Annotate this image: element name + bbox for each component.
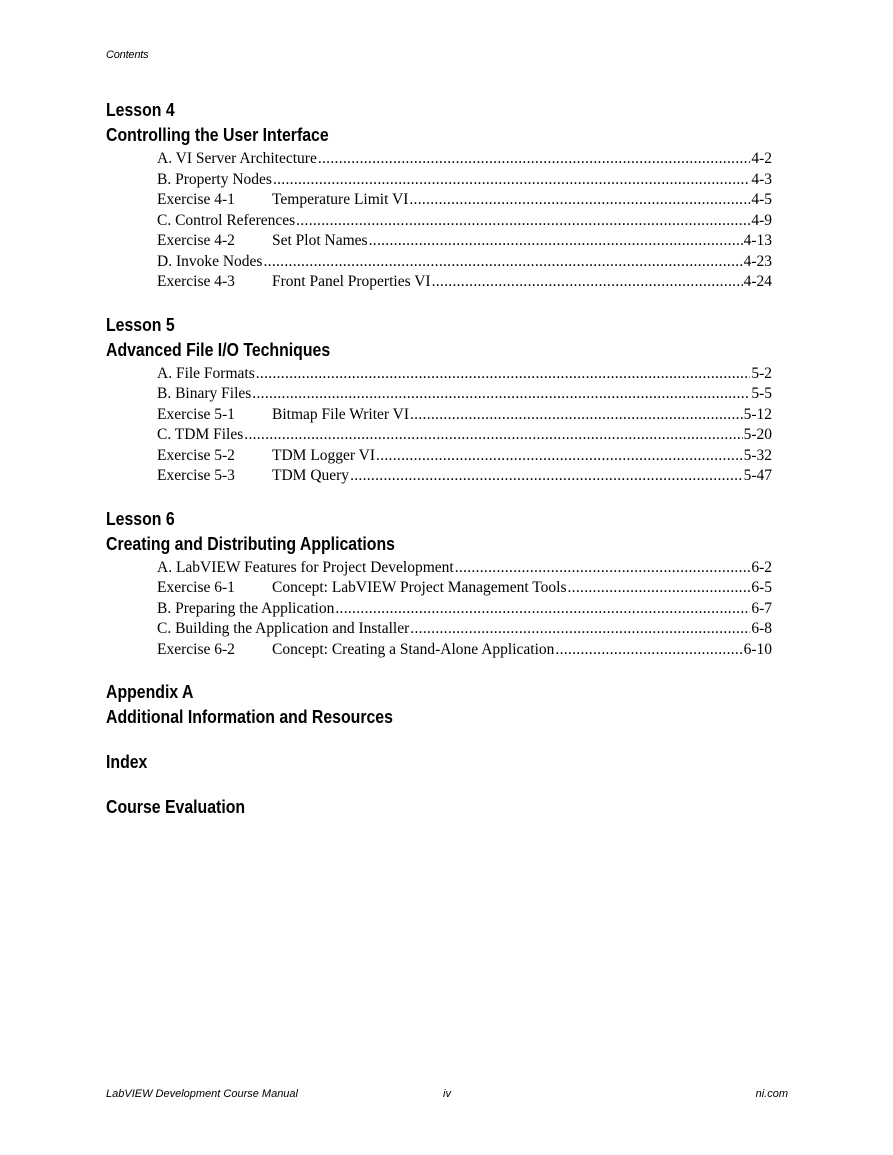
running-head: Contents <box>106 49 149 61</box>
entry-page: 6-8 <box>751 620 772 637</box>
entry-label: C. Control References <box>157 211 296 229</box>
entry-page: 5-2 <box>751 364 772 382</box>
lesson-5-section <box>106 313 786 487</box>
dot-leader <box>256 364 751 385</box>
entry-label-group <box>157 466 349 487</box>
entry-label: Concept: LabVIEW Project Management Tools <box>272 579 567 596</box>
footer-manual-title: LabVIEW Development Course Manual <box>106 1088 298 1100</box>
entry-label: A. File Formats <box>157 364 255 382</box>
evaluation-section <box>106 795 786 820</box>
toc-exercise-entry[interactable] <box>157 231 772 252</box>
dot-leader <box>244 425 742 446</box>
toc-entry[interactable] <box>157 252 772 273</box>
appendix-title: Additional Information and Resources <box>106 707 393 727</box>
lesson-title: Controlling the User Interface <box>106 125 329 145</box>
dot-leader <box>409 190 750 211</box>
toc-entry[interactable] <box>157 619 772 640</box>
toc-exercise-entry[interactable] <box>157 640 772 661</box>
entry-label: B. Preparing the Application <box>157 599 335 617</box>
toc-exercise-entry[interactable] <box>157 272 772 293</box>
dot-leader <box>376 446 743 467</box>
entry-label: A. VI Server Architecture <box>157 150 317 167</box>
entry-page: 6-5 <box>751 579 772 596</box>
appendix-number: Appendix A <box>106 682 194 702</box>
footer-page-number: iv <box>443 1088 451 1100</box>
entry-label-group <box>157 446 375 467</box>
dot-leader <box>318 149 751 170</box>
entry-label-group <box>157 640 554 661</box>
entry-page: 4-3 <box>751 170 772 188</box>
entry-page: 4-23 <box>743 252 772 270</box>
toc-entry[interactable] <box>157 425 772 446</box>
entry-label: TDM Logger VI <box>272 446 376 464</box>
entry-label: B. Binary Files <box>157 385 252 402</box>
toc-entry[interactable] <box>157 149 772 170</box>
lesson-5-entries <box>157 364 772 487</box>
exercise-number: Exercise 6-2 <box>157 640 235 658</box>
lesson-4-section <box>106 98 786 293</box>
entry-page: 4-2 <box>751 150 772 167</box>
table-of-contents <box>106 98 786 840</box>
entry-label: Front Panel Properties VI <box>272 273 431 290</box>
lesson-6-entries <box>157 558 772 661</box>
entry-page: 6-2 <box>751 558 772 576</box>
dot-leader <box>335 599 750 620</box>
exercise-number: Exercise 4-2 <box>157 232 235 249</box>
dot-leader <box>555 640 742 661</box>
course-evaluation-heading[interactable]: Course Evaluation <box>106 797 246 817</box>
toc-entry[interactable] <box>157 364 772 385</box>
entry-label: Bitmap File Writer VI <box>272 405 409 423</box>
toc-exercise-entry[interactable] <box>157 446 772 467</box>
dot-leader <box>350 466 743 487</box>
appendix-section <box>106 680 786 730</box>
dot-leader <box>410 619 750 640</box>
entry-page: 4-5 <box>751 191 772 208</box>
entry-label: A. LabVIEW Features for Project Development <box>157 558 454 576</box>
entry-page: 5-20 <box>743 426 772 443</box>
dot-leader <box>252 384 750 405</box>
entry-label-group <box>157 272 431 293</box>
entry-label: C. Building the Application and Installer <box>157 620 410 637</box>
entry-label-group <box>157 231 368 252</box>
exercise-number: Exercise 4-1 <box>157 191 235 208</box>
toc-exercise-entry[interactable] <box>157 466 772 487</box>
entry-page: 5-12 <box>743 405 772 423</box>
entry-label: B. Property Nodes <box>157 170 272 188</box>
dot-leader <box>410 405 743 426</box>
dot-leader <box>455 558 751 579</box>
footer-website: ni.com <box>755 1088 788 1100</box>
exercise-number: Exercise 6-1 <box>157 579 235 596</box>
lesson-title: Advanced File I/O Techniques <box>106 339 331 360</box>
lesson-number: Lesson 6 <box>106 508 175 529</box>
dot-leader <box>273 170 750 191</box>
toc-entry[interactable] <box>157 384 772 405</box>
toc-exercise-entry[interactable] <box>157 190 772 211</box>
entry-label: TDM Query <box>272 467 350 484</box>
lesson-number: Lesson 4 <box>106 100 175 120</box>
entry-label-group <box>157 578 567 599</box>
toc-entry[interactable] <box>157 558 772 579</box>
entry-label: Concept: Creating a Stand-Alone Application <box>272 640 555 658</box>
entry-label-group <box>157 405 409 426</box>
lesson-4-entries <box>157 149 772 293</box>
index-heading[interactable]: Index <box>106 752 148 772</box>
exercise-number: Exercise 5-2 <box>157 446 235 464</box>
toc-exercise-entry[interactable] <box>157 405 772 426</box>
dot-leader <box>432 272 743 293</box>
lesson-6-section <box>106 507 786 661</box>
entry-page: 5-5 <box>751 385 772 402</box>
toc-entry[interactable] <box>157 599 772 620</box>
dot-leader <box>296 211 750 232</box>
dot-leader <box>369 231 743 252</box>
toc-entry[interactable] <box>157 211 772 232</box>
exercise-number: Exercise 5-1 <box>157 405 235 423</box>
index-section <box>106 750 786 775</box>
entry-label: D. Invoke Nodes <box>157 252 263 270</box>
entry-label: Temperature Limit VI <box>272 191 409 208</box>
exercise-number: Exercise 4-3 <box>157 273 235 290</box>
entry-page: 6-7 <box>751 599 772 617</box>
lesson-title: Creating and Distributing Applications <box>106 533 395 554</box>
dot-leader <box>568 578 751 599</box>
entry-page: 5-32 <box>743 446 772 464</box>
entry-page: 4-24 <box>743 273 772 290</box>
entry-page: 4-13 <box>743 232 772 249</box>
entry-page: 5-47 <box>743 467 772 484</box>
exercise-number: Exercise 5-3 <box>157 467 235 484</box>
entry-page: 4-9 <box>751 211 772 229</box>
entry-label: Set Plot Names <box>272 232 368 249</box>
entry-label: C. TDM Files <box>157 426 244 443</box>
lesson-number: Lesson 5 <box>106 314 175 335</box>
dot-leader <box>263 252 742 273</box>
entry-page: 6-10 <box>743 640 772 658</box>
entry-label-group <box>157 190 408 211</box>
toc-exercise-entry[interactable] <box>157 578 772 599</box>
toc-entry[interactable] <box>157 170 772 191</box>
